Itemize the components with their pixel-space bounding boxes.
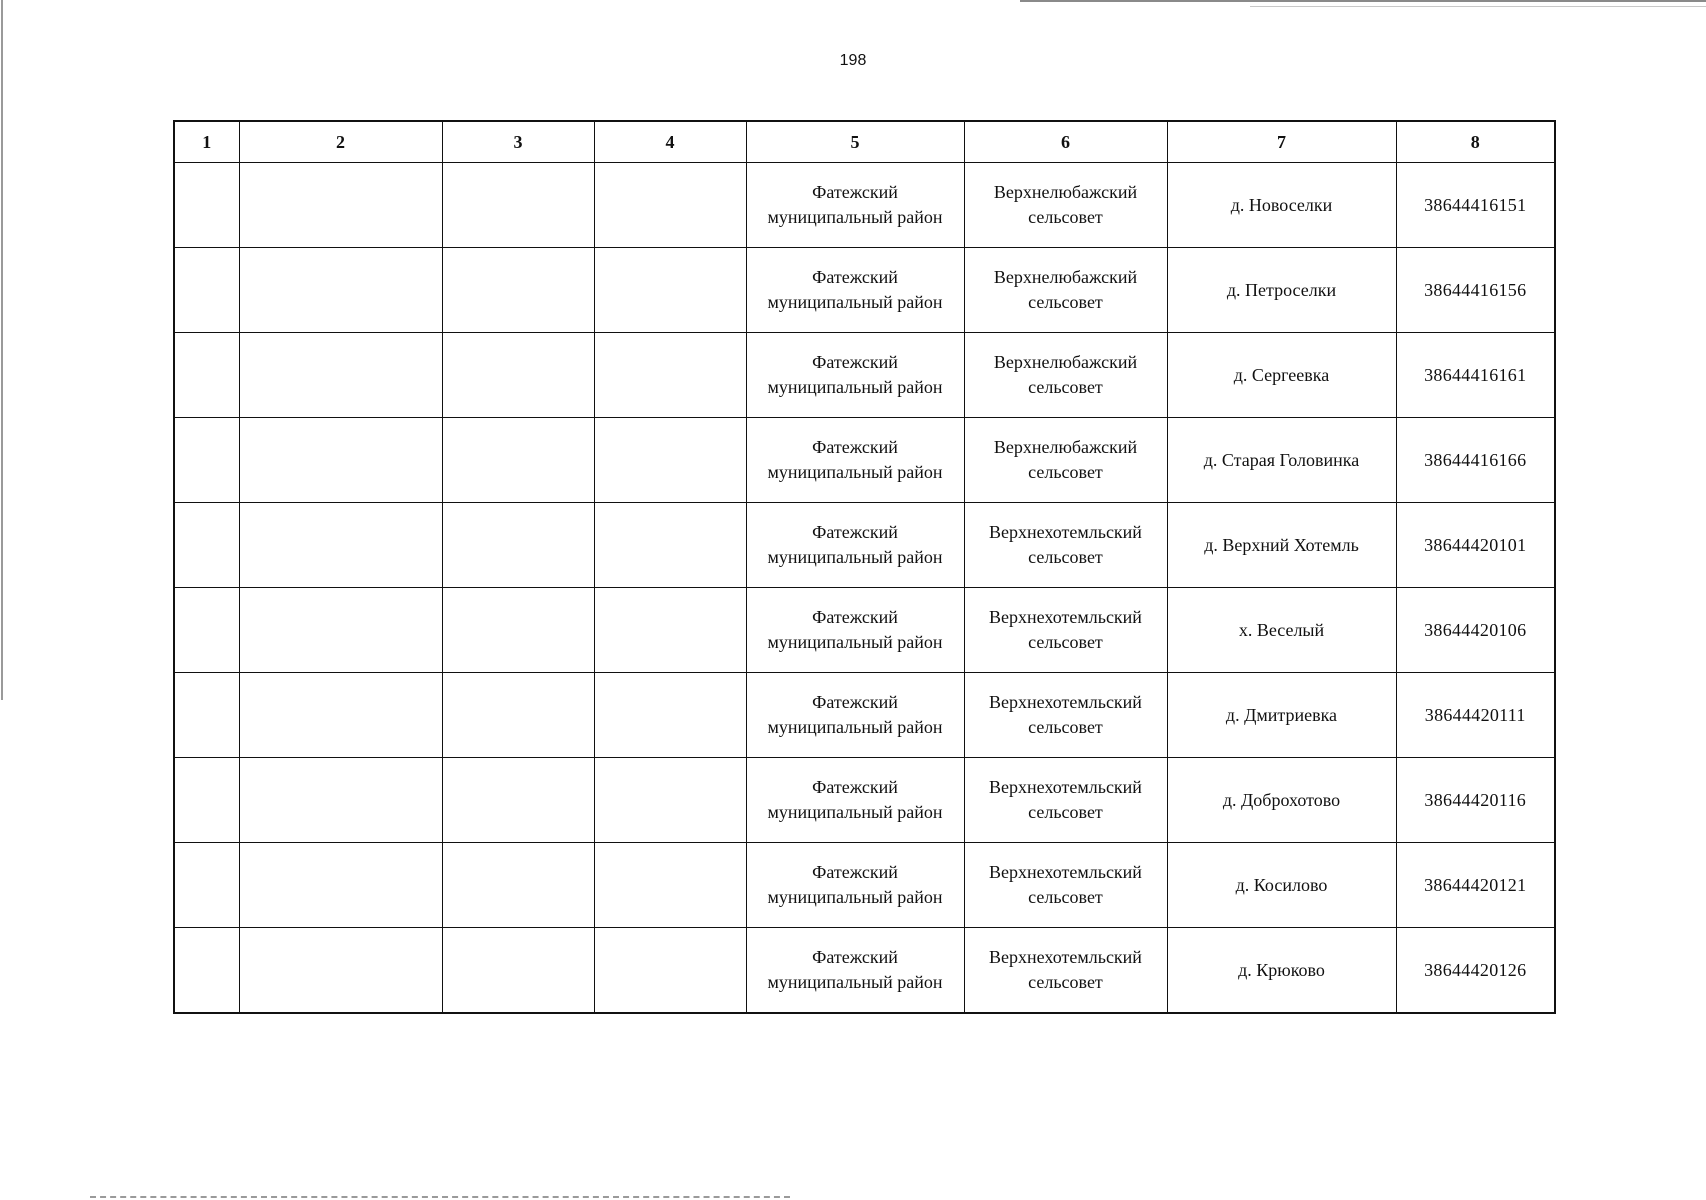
cell-col3 bbox=[442, 843, 594, 928]
cell-col3 bbox=[442, 588, 594, 673]
cell-col3 bbox=[442, 503, 594, 588]
column-header-2: 2 bbox=[239, 121, 442, 163]
cell-col3 bbox=[442, 333, 594, 418]
column-header-4: 4 bbox=[594, 121, 746, 163]
column-header-1: 1 bbox=[174, 121, 239, 163]
column-header-6: 6 bbox=[964, 121, 1167, 163]
column-header-3: 3 bbox=[442, 121, 594, 163]
table-row bbox=[174, 588, 1555, 673]
cell-col1 bbox=[174, 248, 239, 333]
column-header-5: 5 bbox=[746, 121, 964, 163]
table-row bbox=[174, 248, 1555, 333]
table-row bbox=[174, 928, 1555, 1014]
cell-col4 bbox=[594, 503, 746, 588]
cell-col4 bbox=[594, 928, 746, 1014]
cell-col3 bbox=[442, 418, 594, 503]
cell-col3 bbox=[442, 163, 594, 248]
cell-code: 38644420106 bbox=[1396, 588, 1555, 673]
table-row bbox=[174, 163, 1555, 248]
cell-col1 bbox=[174, 758, 239, 843]
cell-code: 38644420121 bbox=[1396, 843, 1555, 928]
cell-code: 38644416161 bbox=[1396, 333, 1555, 418]
cell-col3 bbox=[442, 758, 594, 843]
cell-col3 bbox=[442, 248, 594, 333]
cell-col1 bbox=[174, 163, 239, 248]
column-header-7: 7 bbox=[1167, 121, 1396, 163]
cell-col1 bbox=[174, 333, 239, 418]
cell-col1 bbox=[174, 588, 239, 673]
cell-code: 38644420111 bbox=[1396, 673, 1555, 758]
cell-council: Верхнехотемльский сельсовет bbox=[964, 843, 1167, 928]
cell-col1 bbox=[174, 928, 239, 1014]
cell-col2 bbox=[239, 163, 442, 248]
cell-district: Фатежский муниципальный район bbox=[746, 588, 964, 673]
cell-district: Фатежский муниципальный район bbox=[746, 758, 964, 843]
table-row bbox=[174, 503, 1555, 588]
cell-col4 bbox=[594, 758, 746, 843]
cell-col1 bbox=[174, 503, 239, 588]
cell-district: Фатежский муниципальный район bbox=[746, 673, 964, 758]
cell-council: Верхнехотемльский сельсовет bbox=[964, 503, 1167, 588]
cell-col3 bbox=[442, 928, 594, 1014]
cell-district: Фатежский муниципальный район bbox=[746, 248, 964, 333]
cell-settlement: д. Старая Головинка bbox=[1167, 418, 1396, 503]
cell-district: Фатежский муниципальный район bbox=[746, 333, 964, 418]
scan-edge-top bbox=[1020, 0, 1706, 2]
scan-edge-top-faint bbox=[1250, 6, 1706, 7]
cell-council: Верхнехотемльский сельсовет bbox=[964, 928, 1167, 1014]
cell-col2 bbox=[239, 588, 442, 673]
cell-district: Фатежский муниципальный район bbox=[746, 843, 964, 928]
settlements-table bbox=[173, 120, 1556, 1014]
cell-col2 bbox=[239, 843, 442, 928]
cell-col1 bbox=[174, 843, 239, 928]
cell-settlement: д. Крюково bbox=[1167, 928, 1396, 1014]
cell-settlement: д. Сергеевка bbox=[1167, 333, 1396, 418]
cell-council: Верхнелюбажский сельсовет bbox=[964, 418, 1167, 503]
cell-settlement: д. Верхний Хотемль bbox=[1167, 503, 1396, 588]
cell-col2 bbox=[239, 418, 442, 503]
cell-district: Фатежский муниципальный район bbox=[746, 163, 964, 248]
table-header-row bbox=[174, 121, 1555, 163]
cell-settlement: д. Косилово bbox=[1167, 843, 1396, 928]
cell-col2 bbox=[239, 928, 442, 1014]
cell-code: 38644420126 bbox=[1396, 928, 1555, 1014]
cell-col4 bbox=[594, 163, 746, 248]
cell-settlement: д. Новоселки bbox=[1167, 163, 1396, 248]
cell-col2 bbox=[239, 248, 442, 333]
cell-code: 38644416151 bbox=[1396, 163, 1555, 248]
cell-col4 bbox=[594, 588, 746, 673]
cell-col4 bbox=[594, 248, 746, 333]
table-row bbox=[174, 418, 1555, 503]
cell-col2 bbox=[239, 503, 442, 588]
table-row bbox=[174, 333, 1555, 418]
cell-settlement: д. Доброхотово bbox=[1167, 758, 1396, 843]
cell-council: Верхнехотемльский сельсовет bbox=[964, 758, 1167, 843]
cell-settlement: д. Дмитриевка bbox=[1167, 673, 1396, 758]
cell-district: Фатежский муниципальный район bbox=[746, 503, 964, 588]
cell-col2 bbox=[239, 333, 442, 418]
table-row bbox=[174, 758, 1555, 843]
cell-col1 bbox=[174, 418, 239, 503]
cell-district: Фатежский муниципальный район bbox=[746, 418, 964, 503]
cell-settlement: д. Петроселки bbox=[1167, 248, 1396, 333]
cell-council: Верхнелюбажский сельсовет bbox=[964, 163, 1167, 248]
cell-col1 bbox=[174, 673, 239, 758]
scan-edge-bottom bbox=[90, 1196, 790, 1198]
cell-district: Фатежский муниципальный район bbox=[746, 928, 964, 1014]
scan-edge-left bbox=[1, 0, 3, 700]
cell-col4 bbox=[594, 333, 746, 418]
cell-code: 38644420116 bbox=[1396, 758, 1555, 843]
cell-code: 38644420101 bbox=[1396, 503, 1555, 588]
cell-council: Верхнехотемльский сельсовет bbox=[964, 673, 1167, 758]
cell-col4 bbox=[594, 673, 746, 758]
table-row bbox=[174, 673, 1555, 758]
page-number: 198 bbox=[839, 52, 867, 69]
cell-council: Верхнехотемльский сельсовет bbox=[964, 588, 1167, 673]
cell-council: Верхнелюбажский сельсовет bbox=[964, 333, 1167, 418]
cell-col2 bbox=[239, 758, 442, 843]
cell-council: Верхнелюбажский сельсовет bbox=[964, 248, 1167, 333]
cell-code: 38644416156 bbox=[1396, 248, 1555, 333]
cell-settlement: х. Веселый bbox=[1167, 588, 1396, 673]
cell-col3 bbox=[442, 673, 594, 758]
cell-col4 bbox=[594, 843, 746, 928]
cell-code: 38644416166 bbox=[1396, 418, 1555, 503]
column-header-8: 8 bbox=[1396, 121, 1555, 163]
table-row bbox=[174, 843, 1555, 928]
cell-col2 bbox=[239, 673, 442, 758]
cell-col4 bbox=[594, 418, 746, 503]
